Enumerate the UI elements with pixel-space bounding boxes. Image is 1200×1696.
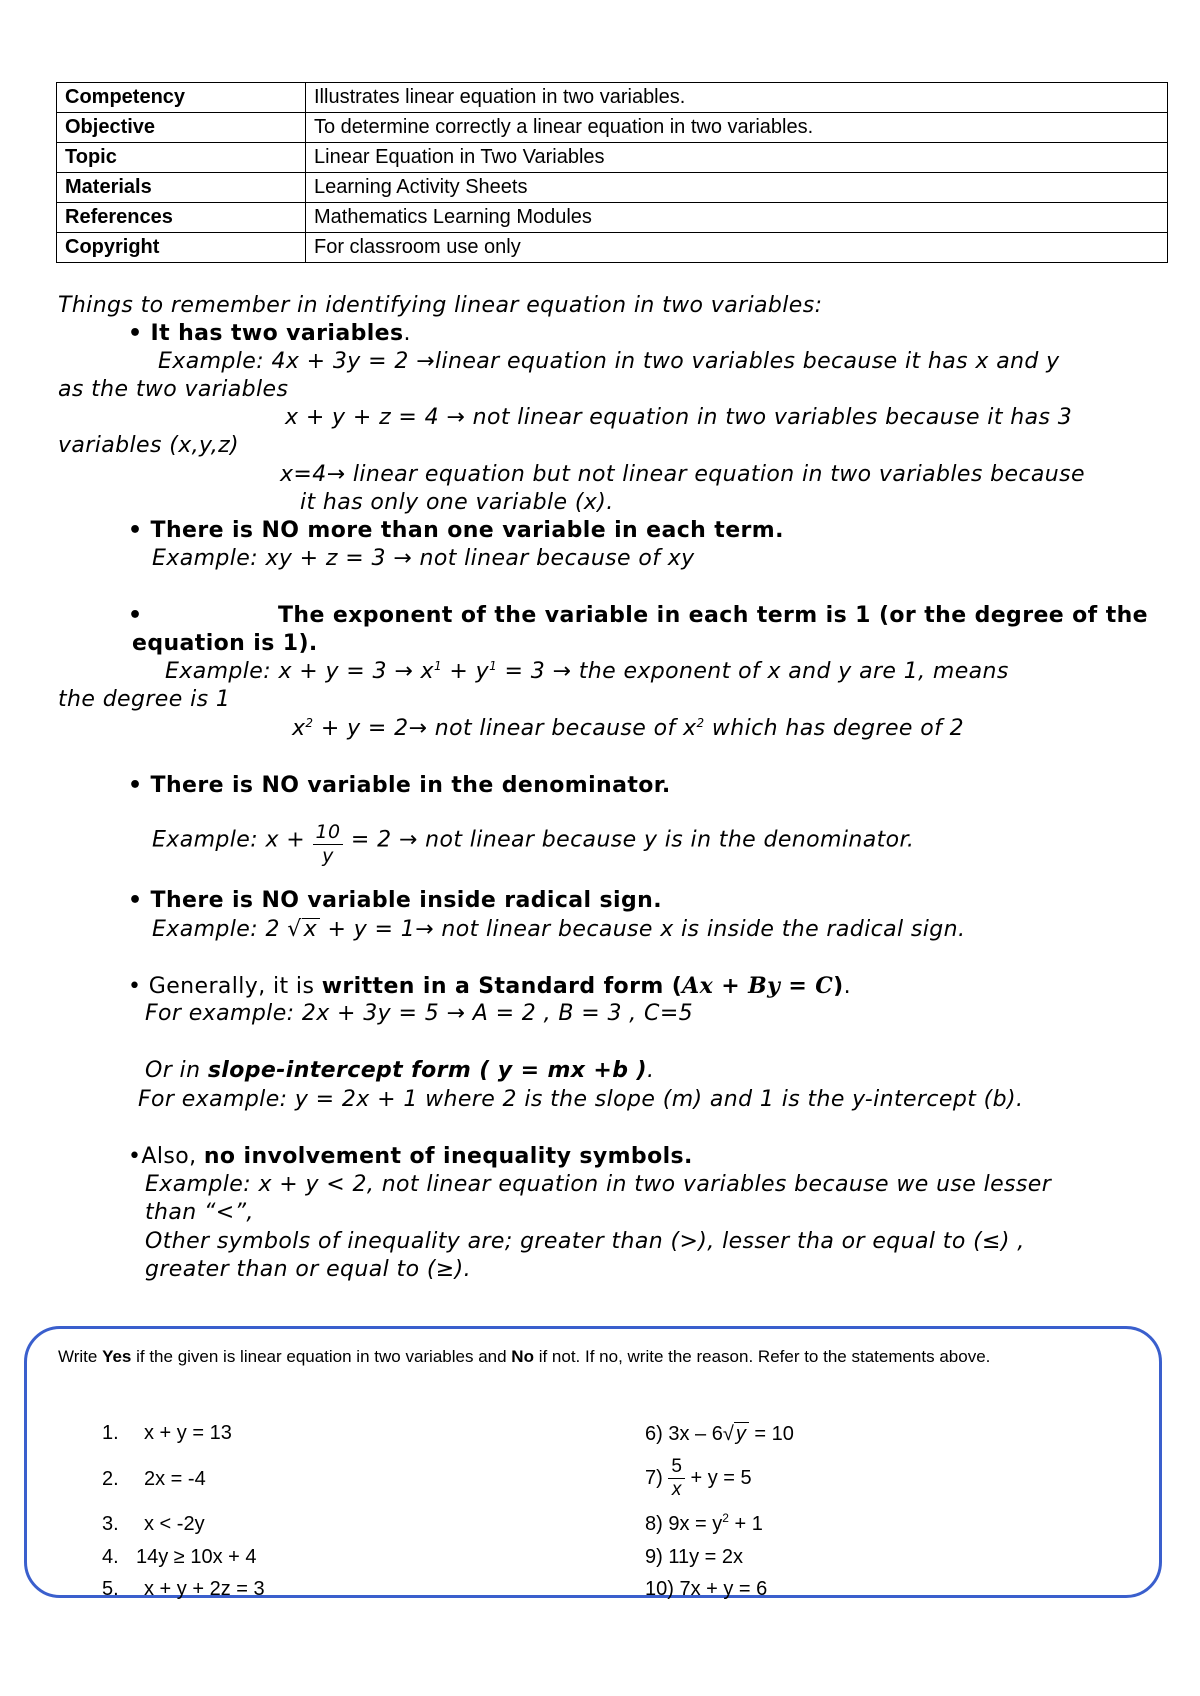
example-part: x: [292, 716, 306, 741]
table-value: Linear Equation in Two Variables: [306, 143, 1168, 173]
rule-text: It has two variables: [150, 321, 404, 346]
rule-standard-form: • Generally, it is written in a Standard form (Ax + By = C).: [128, 973, 852, 999]
standard-form-formula: Ax + By = C: [682, 973, 834, 999]
fraction: [313, 820, 344, 867]
period: .: [646, 1058, 655, 1083]
exercise-item: 9) 11y = 2x: [645, 1546, 744, 1568]
example-text: Example: xy + z = 3 → not linear because of xy: [152, 546, 695, 571]
item-number: 7): [645, 1466, 669, 1489]
rule-bold-text: no involvement of inequality symbols.: [203, 1144, 693, 1169]
fraction: [668, 1456, 685, 1501]
table-value: For classroom use only: [306, 233, 1168, 263]
bullet-icon: •: [128, 603, 143, 628]
item-equation: 14y ≥ 10x + 4: [136, 1546, 257, 1568]
example-text: Example: x + y < 2, not linear equation in two variables because we use lesser: [145, 1172, 1052, 1197]
example-part: Or in: [145, 1058, 208, 1083]
example-part: + y: [442, 659, 490, 684]
rule-text: The exponent of the variable in each term is 1 (or the degree of the: [277, 603, 1148, 628]
example-text: For example: y = 2x + 1 where 2 is the slope (m) and 1 is the y-intercept (b).: [138, 1087, 1024, 1112]
exercise-item: [645, 1513, 763, 1536]
item-equation: + 1: [728, 1513, 763, 1535]
table-row: [57, 143, 1168, 173]
example-text: [292, 715, 964, 743]
example-text: [165, 658, 1009, 686]
rule-text: Generally, it is: [148, 974, 322, 999]
rule-denominator: • There is NO variable in the denominator.: [128, 773, 671, 798]
example-part: + y = 1→ not linear because x is inside the radical sign.: [320, 917, 966, 942]
exercise-item: [645, 1422, 794, 1446]
item-equation: = 10: [748, 1423, 794, 1445]
table-value: Illustrates linear equation in two variables.: [306, 83, 1168, 113]
section-heading: Things to remember in identifying linear equation in two variables:: [58, 293, 823, 318]
rule-one-variable-per-term: • There is NO more than one variable in each term.: [128, 518, 784, 543]
instr-text: Write: [58, 1347, 103, 1366]
exercise-instructions: [58, 1342, 1138, 1372]
fraction-numerator: 5: [671, 1456, 682, 1477]
example-text: greater than or equal to (≥).: [145, 1257, 472, 1282]
example-part: = 3 → the exponent of x and y are 1, means: [497, 659, 1009, 684]
table-value: Learning Activity Sheets: [306, 173, 1168, 203]
superscript: 2: [696, 716, 705, 730]
example-text: [152, 817, 915, 867]
example-text: [152, 916, 965, 944]
example-text: as the two variables: [58, 377, 289, 402]
table-label: Materials: [57, 173, 306, 203]
item-number: 3.: [102, 1513, 119, 1535]
item-equation: 2x = -4: [144, 1468, 206, 1490]
example-text: x + y + z = 4 → not linear equation in two variables because it has 3: [285, 405, 1073, 430]
item-equation: + y = 5: [684, 1466, 752, 1489]
superscript: 2: [305, 716, 314, 730]
rule-text: There is NO variable in the denominator.: [150, 773, 671, 798]
example-text: the degree is 1: [58, 687, 231, 712]
period: .: [403, 321, 411, 346]
table-row: [57, 113, 1168, 143]
rule-text: Also,: [141, 1144, 204, 1169]
example-text: variables (x,y,z): [58, 433, 240, 458]
exercise-item: [102, 1513, 205, 1536]
example-part: + y = 2→ not linear because of x: [313, 716, 697, 741]
rule-bold-text: written in a Standard form (: [321, 974, 683, 999]
no-word: No: [511, 1347, 534, 1366]
item-number: 2.: [102, 1468, 119, 1490]
table-row: [57, 83, 1168, 113]
table-label: References: [57, 203, 306, 233]
table-label: Copyright: [57, 233, 306, 263]
example-part: Example: x +: [152, 827, 313, 853]
table-row: [57, 173, 1168, 203]
superscript: 1: [489, 659, 498, 673]
exercise-item: [102, 1468, 206, 1491]
slope-intercept-line: [145, 1057, 654, 1085]
table-label: Topic: [57, 143, 306, 173]
instr-text: if not. If no, write the reason. Refer to the statements above.: [533, 1347, 991, 1366]
radicand: x: [302, 918, 320, 941]
example-text: x=4→ linear equation but not linear equation in two variables because: [280, 462, 1085, 487]
table-label: Competency: [57, 83, 306, 113]
info-table: [56, 82, 1168, 263]
rule-inequality: •Also, no involvement of inequality symbols.: [128, 1144, 693, 1169]
yes-word: Yes: [102, 1347, 132, 1366]
item-equation: x + y + 2z = 3: [144, 1578, 265, 1600]
item-number: 5.: [102, 1578, 119, 1600]
paren: ): [833, 974, 844, 999]
exercise-item: [102, 1546, 257, 1569]
item-equation: 8) 9x = y: [645, 1513, 723, 1535]
example-part: Example: x + y = 3 → x: [165, 659, 434, 684]
example-text: it has only one variable (x).: [300, 490, 614, 515]
rule-text: There is NO variable inside radical sign.: [150, 888, 662, 913]
exercise-item: [102, 1422, 232, 1445]
fraction-denominator: x: [668, 1478, 685, 1501]
example-text: Other symbols of inequality are; greater than (>), lesser tha or equal to (≤) ,: [145, 1229, 1025, 1254]
example-part: Example: 2 √: [152, 917, 302, 942]
slope-intercept-text: slope-intercept form ( y = mx +b ): [207, 1058, 647, 1083]
example-text: than “<”,: [145, 1200, 254, 1225]
table-value: To determine correctly a linear equation in two variables.: [306, 113, 1168, 143]
exercise-item: [102, 1578, 265, 1601]
table-row: [57, 203, 1168, 233]
item-equation: 6) 3x – 6√: [645, 1423, 734, 1445]
rule-radical: • There is NO variable inside radical sign.: [128, 888, 662, 913]
rule-text: equation is 1).: [132, 631, 318, 656]
item-equation: x + y = 13: [144, 1422, 232, 1444]
item-equation: x < -2y: [144, 1513, 205, 1535]
fraction-denominator: y: [322, 845, 334, 867]
example-text: Example: 4x + 3y = 2 →linear equation in two variables because it has x and y: [158, 349, 1060, 374]
example-part: = 2 → not linear because y is in the denominator.: [343, 827, 915, 853]
example-part: which has degree of 2: [704, 716, 965, 741]
period: .: [843, 974, 852, 999]
item-number: 4.: [102, 1546, 119, 1568]
rule-exponent: [128, 602, 1148, 630]
fraction-numerator: 10: [313, 820, 344, 845]
exercise-item: 10) 7x + y = 6: [645, 1578, 768, 1600]
rule-two-variables: • It has two variables.: [128, 321, 411, 346]
superscript: 1: [433, 659, 443, 673]
table-row: [57, 233, 1168, 263]
example-text: For example: 2x + 3y = 5 → A = 2 , B = 3 , C=5: [145, 1001, 694, 1026]
table-value: Mathematics Learning Modules: [306, 203, 1168, 233]
item-number: 1.: [102, 1422, 119, 1444]
radicand: y: [734, 1422, 749, 1445]
table-label: Objective: [57, 113, 306, 143]
superscript: 2: [722, 1511, 729, 1525]
instr-text: if the given is linear equation in two variables and: [131, 1347, 512, 1366]
rule-text: There is NO more than one variable in each term.: [150, 518, 784, 543]
exercise-item: [645, 1456, 752, 1501]
